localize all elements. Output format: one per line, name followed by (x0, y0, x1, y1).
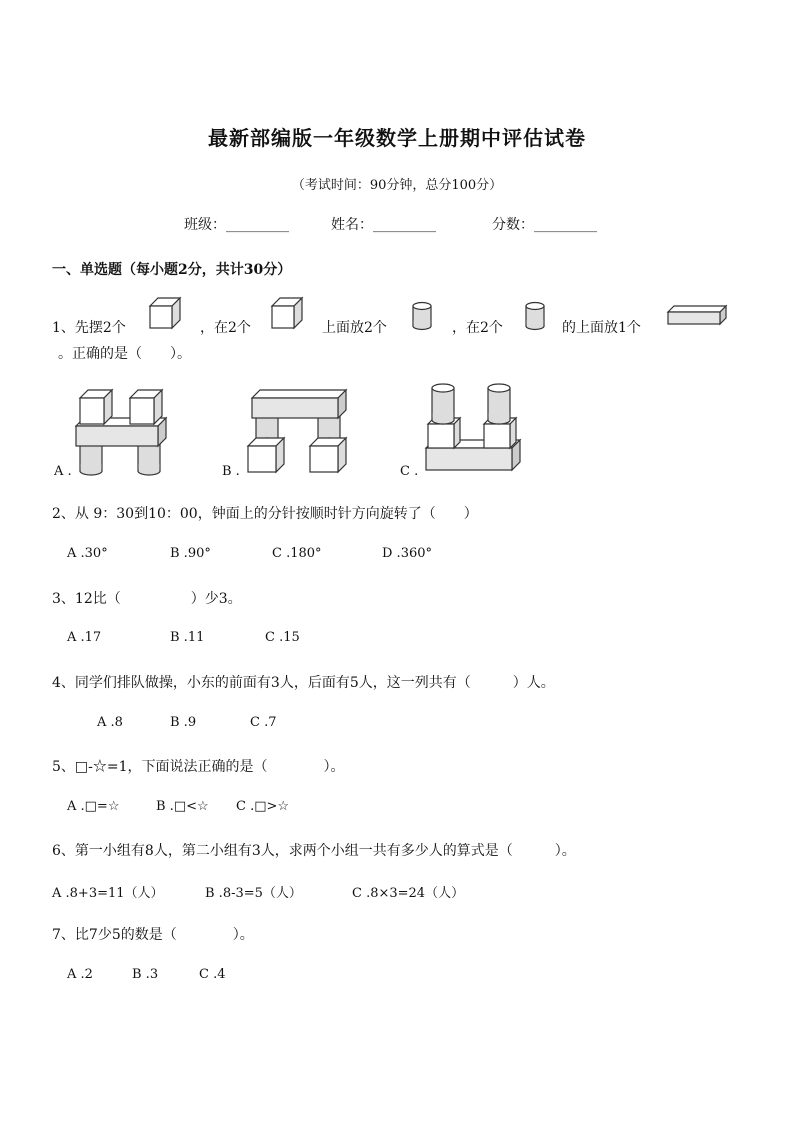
q1-text-part1: 1、先摆2个 (52, 320, 126, 336)
cuboid-icon (668, 306, 728, 328)
q1-text-line2: 。正确的是（ ）。 (58, 346, 191, 362)
q6-option-c: C .8×3=24（人） (352, 886, 465, 901)
q1-text-part2: ，在2个 (200, 320, 251, 336)
name-field: 姓名：_________ (331, 217, 436, 233)
q3-option-c: C .15 (265, 630, 300, 645)
q5-option-a: A .□=☆ (67, 799, 120, 814)
q4-text: 4、同学们排队做操，小东的前面有3人，后面有5人，这一列共有（ ）人。 (52, 675, 555, 691)
q5-text: 5、□-☆=1，下面说法正确的是（ ）。 (52, 759, 345, 775)
q4-option-b: B .9 (170, 715, 197, 730)
q3-option-a: A .17 (67, 630, 102, 645)
q6-option-b: B .8-3=5（人） (205, 886, 302, 901)
q1-option-c-figure (424, 382, 524, 476)
q2-option-d: D .360° (382, 546, 433, 561)
class-field: 班级：_________ (184, 217, 289, 233)
q1-text-part4: ，在2个 (452, 320, 503, 336)
q3-option-b: B .11 (170, 630, 205, 645)
q1-text-part3: 上面放2个 (322, 320, 387, 336)
q1-option-b-label: B . (222, 464, 240, 479)
q2-text: 2、从 9：30到10：00，钟面上的分针按顺时针方向旋转了（ ） (52, 506, 478, 522)
q5-option-c: C .□>☆ (236, 799, 290, 814)
cylinder-icon (412, 302, 434, 332)
q1-option-a-figure (76, 388, 172, 478)
q7-option-b: B .3 (132, 967, 159, 982)
q2-option-b: B .90° (170, 546, 211, 561)
q5-option-b: B .□<☆ (156, 799, 209, 814)
q4-option-a: A .8 (97, 715, 123, 730)
q1-option-c-label: C . (400, 464, 419, 479)
q6-text: 6、第一小组有8人，第二小组有3人，求两个小组一共有多少人的算式是（ ）。 (52, 843, 576, 859)
section-heading: 一、单选题（每小题2分，共计30分） (52, 262, 292, 278)
q2-option-c: C .180° (272, 546, 322, 561)
exam-subtitle: （考试时间：90分钟，总分100分） (291, 178, 503, 193)
score-field: 分数：_________ (492, 217, 597, 233)
q1-option-a-label: A . (54, 464, 72, 479)
cube-icon (272, 298, 308, 330)
q1-option-b-figure (246, 386, 350, 476)
q3-text: 3、12比（ ）少3。 (52, 591, 242, 607)
cube-icon (150, 298, 186, 330)
q7-text: 7、比7少5的数是（ ）。 (52, 927, 254, 943)
q2-option-a: A .30° (67, 546, 108, 561)
q7-option-a: A .2 (67, 967, 93, 982)
q1-text-part5: 的上面放1个 (562, 320, 641, 336)
page-title: 最新部编版一年级数学上册期中评估试卷 (208, 126, 586, 150)
q4-option-c: C .7 (250, 715, 277, 730)
cylinder-icon (525, 302, 547, 332)
q7-option-c: C .4 (199, 967, 226, 982)
q6-option-a: A .8+3=11（人） (52, 886, 164, 901)
